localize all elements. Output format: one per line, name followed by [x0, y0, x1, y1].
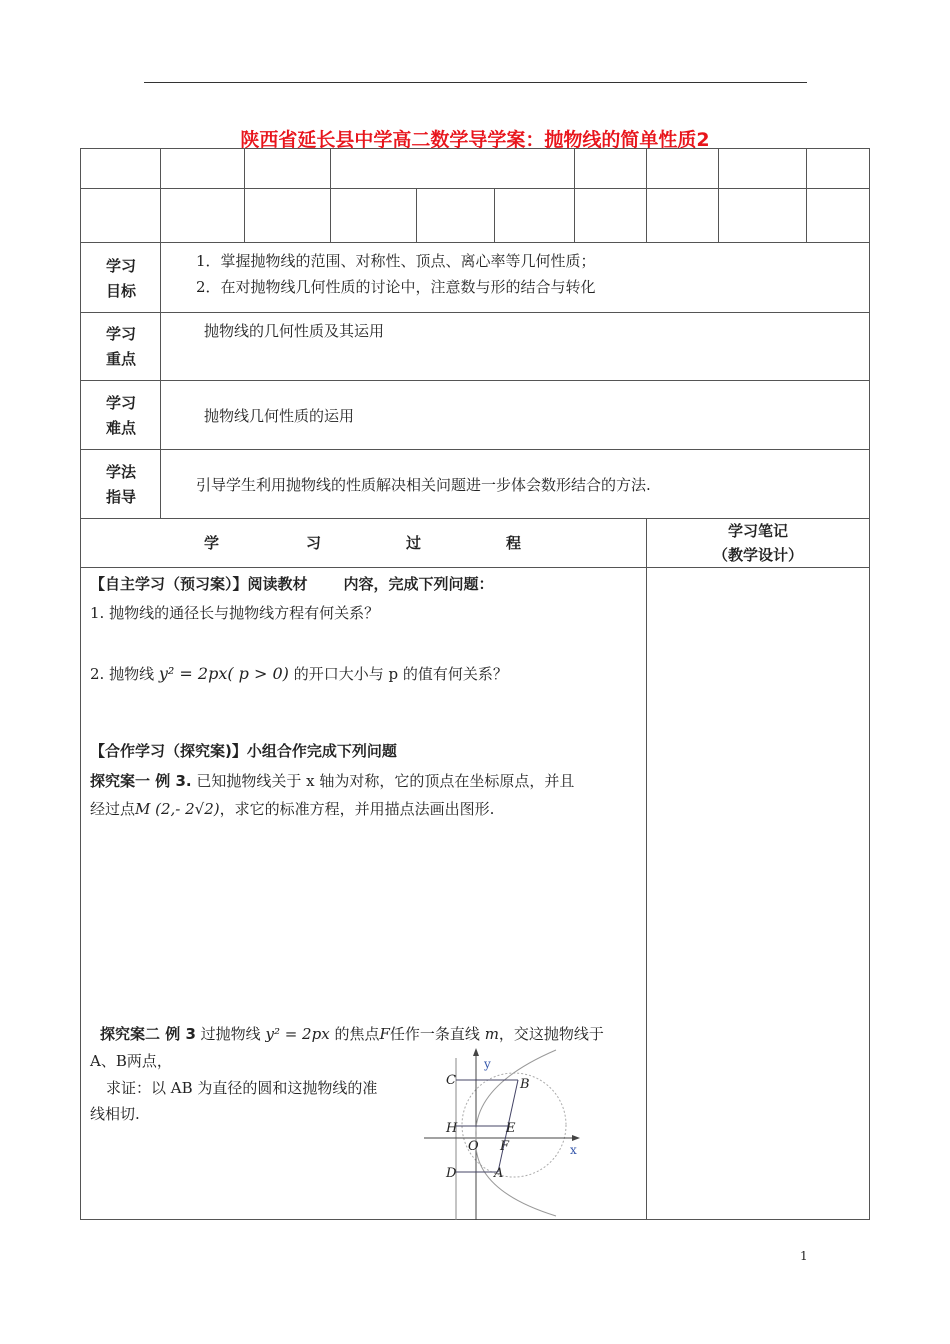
process-header-char: 程 — [506, 534, 522, 552]
difficulty-text: 抛物线几何性质的运用 — [204, 407, 355, 425]
y-axis-arrow — [473, 1048, 479, 1056]
example-2-line-2: A、B两点， — [90, 1052, 172, 1070]
question-1: 1. 抛物线的通径长与抛物线方程有何关系？ — [90, 604, 380, 622]
goal-label: 学习 目标 — [105, 257, 136, 300]
table-rule — [646, 518, 647, 1220]
example-2-line-3: 求证：以 AB 为直径的圆和这抛物线的准 — [106, 1079, 378, 1097]
example-1-line-1: 探究案一 例 3. 已知抛物线关于 x 轴为对称，它的顶点在坐标原点，并且 — [90, 772, 575, 790]
page-title: 陕西省延长县中学高二数学导学案：抛物线的简单性质2 — [240, 129, 710, 151]
key-label: 学习 重点 — [105, 325, 136, 368]
example-1-line-2: 经过点M (2,- 2√2)，求它的标准方程，并用描点法画出图形. — [90, 800, 495, 818]
table-rule — [160, 148, 161, 242]
label-o: O — [468, 1139, 479, 1154]
label-d: D — [446, 1166, 457, 1181]
table-rule — [806, 148, 807, 242]
q2-formula: y² = 2px( p > 0) — [158, 664, 289, 683]
label-e: E — [506, 1121, 516, 1136]
process-header-char: 过 — [406, 534, 422, 552]
header-rule — [144, 82, 807, 83]
table-rule — [80, 242, 870, 243]
parabola-curve — [476, 1050, 556, 1216]
question-2: 2. 抛物线 y² = 2px( p > 0) 的开口大小与 p 的值有何关系？ — [90, 664, 508, 683]
key-text: 抛物线的几何性质及其运用 — [204, 322, 385, 340]
x-axis-arrow — [572, 1135, 580, 1141]
notes-header: 学习笔记 （教学设计） — [712, 522, 803, 564]
table-rule — [80, 312, 870, 313]
table-rule — [718, 148, 719, 242]
page-number: 1 — [800, 1249, 808, 1263]
difficulty-label: 学习 难点 — [105, 394, 136, 437]
table-rule — [80, 567, 870, 568]
y-axis-label: y — [484, 1057, 491, 1071]
goal-item-1: 1．掌握抛物线的范围、对称性、顶点、离心率等几何性质； — [196, 252, 596, 270]
table-rule — [244, 148, 245, 242]
label-f: F — [500, 1139, 510, 1154]
label-a: A — [494, 1166, 504, 1181]
point-m: M (2,- 2√2) — [135, 800, 220, 818]
x-axis-label: x — [570, 1143, 577, 1157]
method-label: 学法 指导 — [105, 463, 136, 506]
table-rule — [574, 148, 575, 242]
table-rule — [330, 148, 331, 242]
table-rule — [80, 449, 870, 450]
label-h: H — [446, 1121, 458, 1136]
example-2-line-4: 线相切. — [90, 1105, 140, 1123]
table-rule — [416, 188, 417, 242]
table-rule — [80, 380, 870, 381]
goal-item-2: 2．在对抛物线几何性质的讨论中，注意数与形的结合与转化 — [196, 278, 596, 296]
parabola-figure — [416, 1046, 646, 1220]
table-rule — [494, 188, 495, 242]
label-b: B — [520, 1077, 530, 1092]
method-text: 引导学生利用抛物线的性质解决相关问题进一步体会数形结合的方法. — [196, 476, 651, 494]
process-header-char: 学 — [204, 534, 220, 552]
table-rule — [646, 148, 647, 242]
cooperative-heading: 【合作学习（探究案)】小组合作完成下列问题 — [90, 742, 397, 760]
label-c: C — [446, 1073, 456, 1088]
table-rule — [80, 188, 870, 189]
preview-heading: 【自主学习（预习案）】阅读教材 内容，完成下列问题： — [90, 575, 494, 593]
example-2-line-1: 探究案二 例 3 过抛物线 y² = 2px 的焦点F任作一条直线 m，交这抛物线于 — [100, 1025, 604, 1043]
process-header-char: 习 — [306, 534, 322, 552]
